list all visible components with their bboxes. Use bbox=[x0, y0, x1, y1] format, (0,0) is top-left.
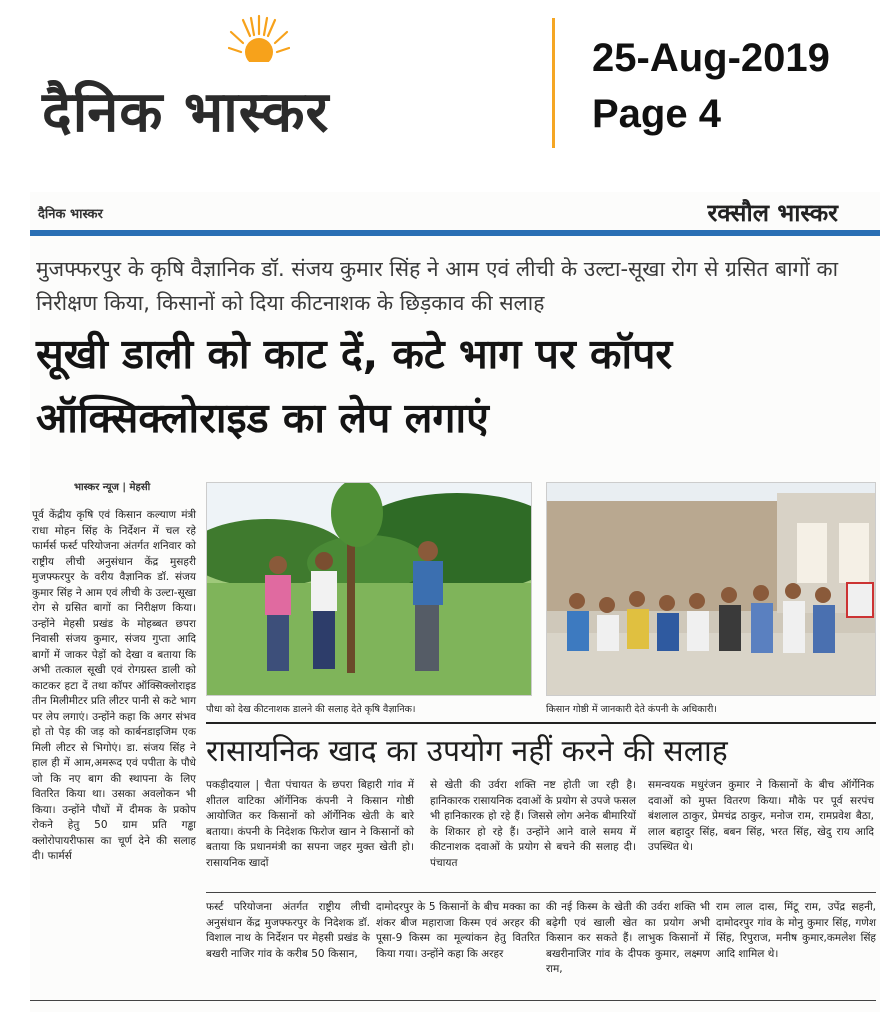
clipping-bottom-rule bbox=[30, 1000, 876, 1001]
strip-blue-rule bbox=[30, 230, 880, 236]
article-headline: सूखी डाली को काट दें, कटे भाग पर कॉपर ऑक्सिक्लोराइड का लेप लगाएं bbox=[36, 330, 673, 442]
edition-date: 25-Aug-2019 bbox=[592, 36, 830, 80]
column-separator-rule bbox=[206, 892, 876, 893]
article-continuation-column-1: फर्स्ट परियोजना अंतर्गत राष्ट्रीय लीची अनुसंधान केंद्र मुजफ्फरपुर के निदेशक डॉ. विशाल नाथ के निर्देशन पर मेहसी प्रखंड के बखरी नाजिर गांव के करीब 50 किसान, bbox=[206, 901, 370, 960]
article-subheadline: रासायनिक खाद का उपयोग नहीं करने की सलाह bbox=[206, 734, 728, 769]
page-number: Page 4 bbox=[592, 92, 721, 136]
article-continuation-column-3: की नई किस्म के खेती की उर्वरा शक्ति भी बढ़ेगी एवं खाली खेत का प्रयोग अभी किसान कर सकते हैं। लाभुक किसानों में बखरीनाजिर गांव के दीपक कुमार, लक्ष्मण राम, bbox=[546, 901, 710, 975]
sub-article-column-1: पकड़ीदयाल | चैता पंचायत के छपरा बिहारी गांव में शीतल वाटिका ऑर्गेनिक कंपनी ने किसान गोष्ठी आयोजित कर किसानों को ऑर्गेनिक खेती के बारे बताया। कंपनी के निदेशक फिरोज खान ने किसानों को बताया कि प्रधानमंत्री का सपना जहर मुक्त खेती हो। रासायनिक खादों bbox=[206, 779, 414, 869]
subhead-rule bbox=[206, 722, 876, 724]
farmers-meeting-photo bbox=[546, 482, 876, 696]
section-strip bbox=[30, 192, 880, 236]
sun-logo-icon bbox=[228, 12, 290, 74]
orchard-photo-image bbox=[207, 483, 532, 696]
sub-article-column-3: समन्वयक मधुरंजन कुमार ने किसानों के बीच ऑर्गेनिक दवाओं को मुफ्त वितरण किया। मौके पर पूर्व सरपंच बंशलाल ठाकुर, प्रेमचंद्र ठाकुर, मनोज राम, रामप्रवेश बैठा, लाल बहादुर सिंह, बबन सिंह, भरत सिंह, खेदु राय आदि उपस्थित थे। bbox=[648, 779, 874, 853]
sub-article-column-2: से खेती की उर्वरा शक्ति नष्ट होती जा रही है। हानिकारक रासायनिक दवाओं के प्रयोग से उपजे फसल भी हानिकारक हो रहे हैं। जिससे लोग अनेक बीमारियों के शिकार हो रहे हैं। उन्होंने आने वाले समय में कीटनाशक दवाओं के प्रयोग से बचने की सलाह दी। पंचायत bbox=[430, 779, 636, 869]
masthead-divider bbox=[552, 18, 555, 148]
farmers-meeting-photo-caption: किसान गोष्ठी में जानकारी देते कंपनी के अधिकारी। bbox=[546, 704, 717, 715]
article-body-left-column: पूर्व केंद्रीय कृषि एवं किसान कल्याण मंत्री राधा मोहन सिंह के निर्देशन में चल रहे फार्मर्स फर्स्ट परियोजना अंतर्गत शनिवार को राष्ट्रीय लीची अनुसंधान केंद्र मुसहरी मुजफ्फरपुर के वरीय वैज्ञानिक डॉ. संजय कुमार सिंह ने आम एवं लीची के उल्टा-सूखा रोग से ग्रसित बागों का निरीक्षण किया। उन्होंने मेहसी प्रखंड के मोहब्बत छपरा निवासी संजय कुमार, संजय गुप्ता आदि बागों में जाकर पेड़ों को देखा व बताया कि अभी तत्काल सूखी एवं रोगग्रस्त डाली को काटकर हटा दें तथा कॉपर ऑक्सिक्लोराइड तीन मिलीमीटर प्रति लीटर पानी से कटे भाग पर लेप लगाएं। उन्होंने कहा कि अगर संभव हो तो पेड़ की जड़ को कार्बनडाइजिम एक मिली लीटर से भिगोएं। डा. संजय सिंह ने हाल ही में आम,अमरूद एवं पपीता के पौधे जो कि नए बाग की स्थापना के लिए वितरित किया था। उसका अवलोकन भी किया। उन्होंने पौधों में दीमक के प्रकोप रोकने हेतु 50 ग्राम प्रति गड्ढा क्लोरोपायरीफास का चूर्ण देने की सलाह दी। फार्मर्स bbox=[32, 509, 196, 862]
article-kicker: मुजफ्फरपुर के कृषि वैज्ञानिक डॉ. संजय कुमार सिंह ने आम एवं लीची के उल्टा-सूखा रोग से ग्रसित बागों का निरीक्षण किया, किसानों को दिया कीटनाशक के छिड़काव की सलाह bbox=[36, 257, 839, 315]
orchard-photo bbox=[206, 482, 532, 696]
newspaper-brand: दैनिक भास्कर bbox=[42, 80, 330, 145]
farmers-meeting-photo-image bbox=[547, 483, 876, 696]
masthead bbox=[0, 0, 892, 180]
article-continuation-column-4: राम लाल दास, मिंटू राम, उपेंद्र सहनी, दामोदरपुर गांव के मोनु कुमार सिंह, गणेश सिंह, रिपुराज, मनीष कुमार,कमलेश सिंह आदि शामिल थे। bbox=[716, 901, 876, 960]
article-byline: भास्कर न्यूज | मेहसी bbox=[74, 482, 151, 493]
orchard-photo-caption: पौधा को देख कीटनाशक डालने की सलाह देते कृषि वैज्ञानिक। bbox=[206, 704, 416, 715]
article-continuation-column-2: दामोदरपुर के 5 किसानों के बीच मक्का का शंकर बीज महाराजा किस्म एवं अरहर की पूसा-9 किस्म का मूल्यांकन हेतु वितरित किया गया। उन्होंने कहा कि अरहर bbox=[376, 901, 540, 960]
strip-edition-name: रक्सौल भास्कर bbox=[707, 199, 838, 227]
news-clipping bbox=[30, 192, 880, 1012]
strip-brand-small: दैनिक भास्कर bbox=[38, 207, 103, 222]
